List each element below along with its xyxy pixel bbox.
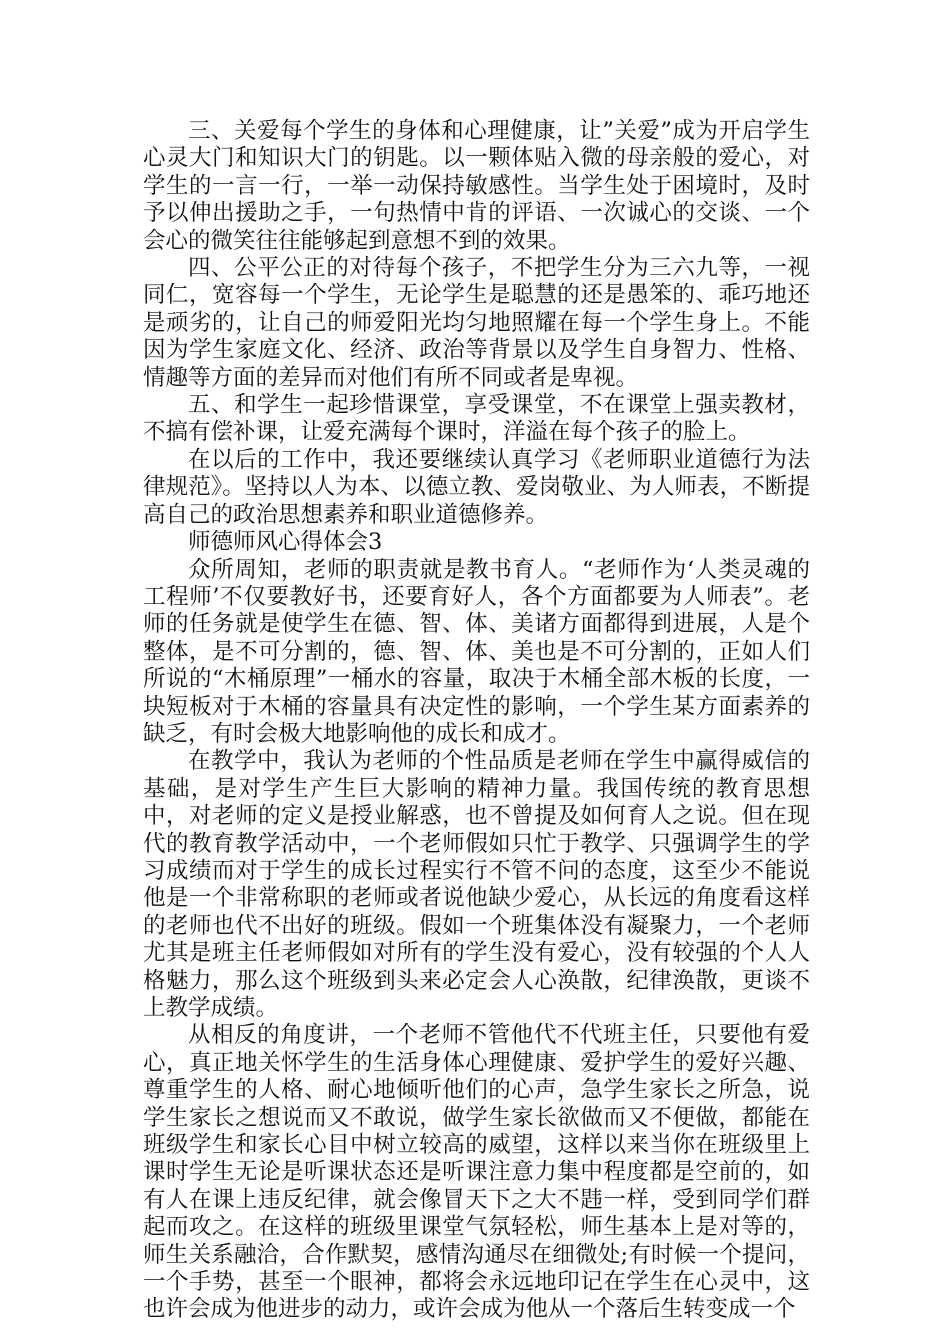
body-text (143, 118, 810, 1324)
paragraph-opposite-angle: 从相反的角度讲，一个老师不管他代不代班主任，只要他有爱心，真正地关怀学生的生活身体心理健康、爱护学生的爱好兴趣、尊重学生的人格、耐心地倾听他们的心声，急学生家长之所急，说学生家长之想说而又不敢说，做学生家长欲做而又不便做，都能在班级学生和家长心目中树立较高的威望，这样以来当你在班级里上课时学生无论是听课状态还是听课注意力集中程度都是空前的，如有人在课上违反纪律，就会像冒天下之大不韪一样，受到同学们群起而攻之。在这样的班级里课堂气氛轻松，师生基本上是对等的，师生关系融洽，合作默契，感情沟通尽在细微处;有时候一个提问，一个手势，甚至一个眼神，都将会永远地印记在学生在心灵中，这也许会成为他进步的动力，或许会成为他从一个落后生转变成一个 (143, 1022, 810, 1323)
section-heading: 师德师风心得体会3 (188, 529, 383, 556)
paragraph-teacher-duty: 众所周知，老师的职责就是教书育人。“老师作为‘人类灵魂的工程师’不仅要教好书，还要育好人，各个方面都要为人师表”。老师的任务就是使学生在德、智、体、美诸方面都得到进展，人是个整体，是不可分割的，德、智、体、美也是不可分割的，正如人们所说的“木桶原理”一桶水的容量，取决于木桶全部木板的长度，一块短板对于木桶的容量具有决定性的影响，一个学生某方面素养的缺乏，有时会极大地影响他的成长和成才。 (143, 556, 810, 747)
paragraph-teacher-quality: 在教学中，我认为老师的个性品质是老师在学生中赢得威信的基础，是对学生产生巨大影响的精神力量。我国传统的教育思想中，对老师的定义是授业解惑，也不曾提及如何育人之说。但在现代的教育教学活动中，一个老师假如只忙于教学、只强调学生的学习成绩而对于学生的成长过程实行不管不问的态度，这至少不能说他是一个非常称职的老师或者说他缺少爱心，从长远的角度看这样的老师也代不出好的班级。假如一个班集体没有凝聚力，一个老师尤其是班主任老师假如对所有的学生没有爱心，没有较强的个人人格魅力，那么这个班级到头来必定会人心涣散，纪律涣散，更谈不上教学成绩。 (143, 748, 810, 1021)
paragraph-cherish-classroom: 五、和学生一起珍惜课堂，享受课堂，不在课堂上强卖教材，不搞有偿补课，让爱充满每个课时，洋溢在每个孩子的脸上。 (143, 392, 810, 446)
paragraph-future-work: 在以后的工作中，我还要继续认真学习《老师职业道德行为法律规范》。坚持以人为本、以德立教、爱岗敬业、为人师表，不断提高自己的政治思想素养和职业道德修养。 (143, 446, 810, 528)
paragraph-care-health: 三、关爱每个学生的身体和心理健康，让”关爱”成为开启学生心灵大门和知识大门的钥匙。以一颗体贴入微的母亲般的爱心，对学生的一言一行，一举一动保持敏感性。当学生处于困境时，及时予以伸出援助之手，一句热情中肯的评语、一次诚心的交谈、一个会心的微笑往往能够起到意想不到的效果。 (143, 118, 810, 254)
paragraph-fairness: 四、公平公正的对待每个孩子，不把学生分为三六九等，一视同仁，宽容每一个学生，无论学生是聪慧的还是愚笨的、乖巧地还是顽劣的，让自己的师爱阳光均匀地照耀在每一个学生身上。不能因为学生家庭文化、经济、政治等背景以及学生自身智力、性格、情趣等方面的差异而对他们有所不同或者是卑视。 (143, 255, 810, 391)
